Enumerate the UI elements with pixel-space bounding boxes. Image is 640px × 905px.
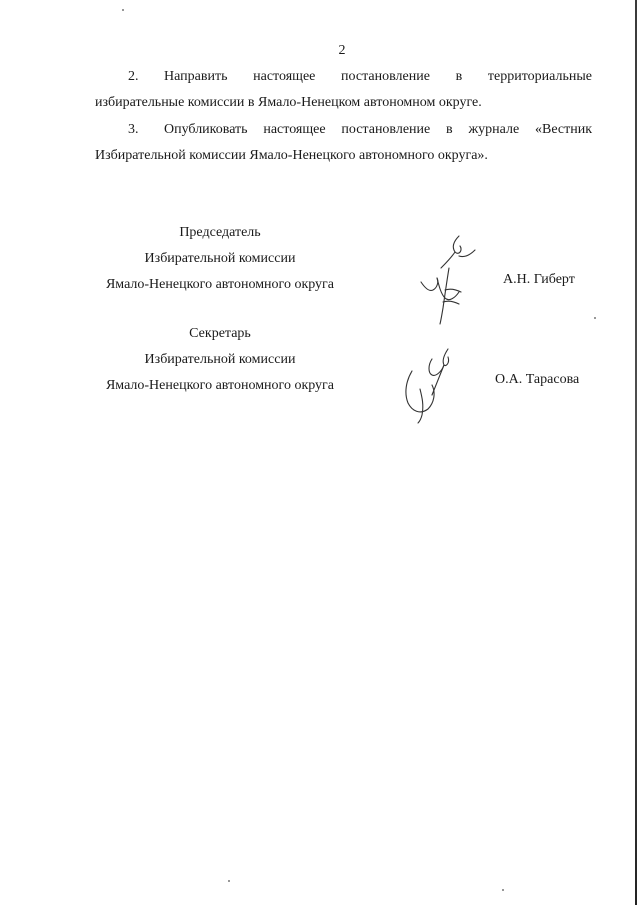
secretary-position: Секретарь: [189, 326, 251, 341]
paragraph-2-line2-text: избирательные комиссии в Ямало-Ненецком автономном округе.: [95, 95, 482, 110]
scan-speck: [594, 317, 596, 319]
secretary-region: Ямало-Ненецкого автономного округа: [105, 378, 335, 393]
page-number: 2: [338, 43, 346, 58]
paragraph-2-first-line: [95, 64, 592, 90]
chairman-region: Ямало-Ненецкого автономного округа: [105, 277, 335, 292]
chairman-name: А.Н. Гиберт: [503, 272, 575, 287]
paragraph-2: [95, 64, 592, 116]
scan-speck: [502, 889, 504, 891]
secretary-organization: Избирательной комиссии: [144, 352, 296, 367]
scanned-page-edge: [635, 0, 637, 905]
secretary-signature-icon: [398, 345, 458, 425]
paragraph-3-first-line: [95, 117, 592, 143]
paragraph-3: [95, 117, 592, 169]
chairman-title-block: [95, 220, 345, 298]
paragraph-3-number: 3.: [128, 122, 139, 137]
scan-speck: [122, 9, 124, 11]
chairman-signature-icon: [415, 232, 485, 327]
chairman-position: Председатель: [179, 225, 261, 240]
paragraph-2-number: 2.: [128, 69, 139, 84]
secretary-name: О.А. Тарасова: [495, 372, 580, 387]
chairman-organization: Избирательной комиссии: [144, 251, 296, 266]
paragraph-3-line1-text: Опубликовать настоящее постановление в журнале «Вестник: [164, 122, 592, 137]
paragraph-3-line2-text: Избирательной комиссии Ямало-Ненецкого автономного округа».: [95, 148, 488, 163]
paragraph-2-line1-text: Направить настоящее постановление в территориальные: [164, 69, 592, 84]
secretary-title-block: [95, 321, 345, 399]
scan-speck: [228, 880, 230, 882]
